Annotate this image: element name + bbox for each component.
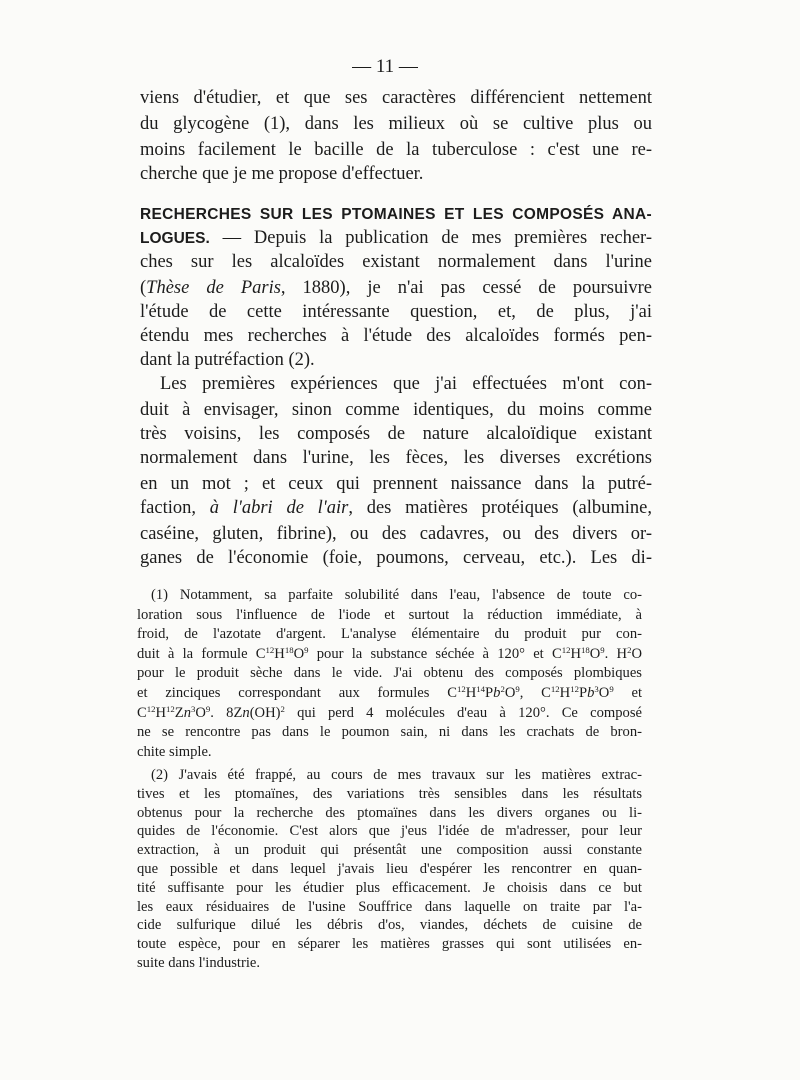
text-run: 9 — [600, 644, 605, 655]
text-run: tives et les ptomaïnes, des variations très sensibles dans les résultats — [137, 785, 642, 802]
footnote-line — [137, 879, 642, 897]
body-line — [140, 522, 652, 546]
text-run: 2 — [500, 684, 505, 695]
text-run: obtenus pour la recherche des ptomaïnes dans les divers organes ou li- — [137, 804, 642, 821]
text-run: b — [493, 685, 501, 701]
page-number: — 11 — — [352, 56, 418, 77]
text-run: b — [587, 685, 595, 701]
text-run: 9 — [515, 684, 520, 695]
text-run: 3 — [191, 703, 196, 714]
text-run: 12 — [265, 644, 275, 655]
text-run: cherche que je me propose d'effectuer. — [140, 164, 424, 184]
text-run: qui perd 4 molécules d'eau à 120°. Ce composé — [284, 704, 643, 721]
text-run: toute espèce, pour en séparer les matières grasses qui sont utilisées en- — [137, 936, 642, 953]
text-run: n — [183, 704, 191, 721]
text-run: viens d'étudier, et que ses caractères différencient nettement — [140, 88, 652, 108]
text-run: et — [613, 685, 643, 701]
text-run: suite dans l'industrie. — [137, 955, 261, 971]
text-run: duit à la formule C — [137, 645, 266, 662]
text-run: (OH) — [249, 704, 281, 721]
footnote-line — [137, 766, 642, 784]
text-run: normalement dans l'urine, les fèces, les diverses excrétions — [140, 448, 652, 468]
text-run: H — [465, 685, 477, 701]
text-run: que possible et dans lequel j'avais lieu d'espérer les rencontrer en quan- — [137, 861, 642, 877]
footnote-line — [137, 935, 642, 953]
footnote-line — [137, 743, 642, 761]
footnote-line — [137, 841, 642, 859]
text-run: , des matières protéiques (albumine, — [348, 498, 652, 518]
text-run: du glycogène (1), dans les milieux où se cultive plus ou — [140, 114, 652, 134]
text-run: 12 — [166, 703, 175, 714]
text-run: O — [598, 685, 610, 701]
text-run: froid, de l'azotate d'argent. L'analyse élémentaire du produit pur con- — [137, 626, 642, 643]
text-run: tité suffisante pour les étudier plus efficacement. Je choisis dans ce but — [137, 879, 642, 896]
footnote-line — [137, 898, 642, 916]
body-line — [140, 86, 652, 110]
footnote-line — [137, 723, 642, 741]
text-run: 9 — [205, 703, 211, 714]
text-run: . 8Z — [210, 704, 243, 721]
text-run: quides de l'économie. C'est alors que j'eus l'idée de m'adresser, pour leur — [137, 823, 642, 840]
text-run: ganes de l'économie (foie, poumons, cerveau, etc.). Les di- — [140, 548, 652, 568]
section-heading: RECHERCHES SUR LES PTOMAINES ET LES COMPOSÉS ANA- — [140, 206, 652, 223]
text-run: l'étude de cette intéressante question, et, de plus, j'ai — [140, 302, 652, 322]
body-line — [140, 324, 652, 348]
text-run: O — [293, 645, 305, 662]
text-run: (1) Notamment, sa parfaite solubilité dans l'eau, l'absence de toute co- — [151, 587, 642, 603]
text-run: à l'abri de l'air — [209, 498, 349, 518]
body-line — [140, 276, 652, 300]
text-run: dant la putréfaction (2). — [140, 350, 315, 370]
footnote-line — [137, 954, 642, 972]
text-run: 2 — [627, 644, 632, 655]
text-run: (2) J'avais été frappé, au cours de mes travaux sur les matières extrac- — [151, 767, 642, 783]
text-run: caséine, gluten, fibrine), ou des cadavres, ou des divers or- — [140, 524, 652, 544]
text-run: les eaux résiduaires de l'usine Souffrice dans laquelle on traite par l'a- — [137, 898, 642, 915]
body-line — [140, 202, 652, 227]
text-run: moins facilement le bacille de la tuberculose : c'est une re- — [140, 140, 652, 160]
text-run: 12 — [570, 684, 579, 695]
text-run: 12 — [561, 644, 571, 655]
body-line — [140, 546, 652, 570]
footnote-line — [137, 645, 642, 663]
footnote-line — [137, 804, 642, 822]
text-run: 2 — [280, 703, 285, 714]
text-run: . H — [604, 645, 628, 662]
text-run: 18 — [580, 644, 590, 655]
text-run: Les premières expériences que j'ai effectuées m'ont con- — [160, 374, 652, 394]
text-run: extraction, à un produit qui présentât une composition aussi constante — [137, 842, 642, 859]
text-run: C — [137, 704, 147, 721]
footnote-line — [137, 606, 642, 624]
text-run: en un mot ; et ceux qui prennent naissance dans la putré- — [140, 474, 652, 494]
text-run: 9 — [304, 644, 309, 655]
text-run: 12 — [146, 703, 156, 714]
body-line — [140, 138, 652, 162]
text-run: H — [559, 685, 571, 701]
text-run: Thèse de Paris — [146, 278, 281, 298]
text-run: P — [578, 685, 588, 701]
body-line — [140, 496, 652, 520]
text-run: 14 — [476, 684, 486, 695]
footnote-line — [137, 684, 642, 702]
text-run: P — [485, 685, 494, 701]
text-run: O — [195, 704, 206, 721]
text-run: loration sous l'influence de l'iode et surtout la réduction immédiate, à — [137, 606, 642, 623]
footnote-line — [137, 586, 642, 604]
text-run: Z — [174, 704, 184, 721]
footnote-line — [137, 860, 642, 878]
body-line — [140, 398, 652, 422]
body-line — [140, 300, 652, 324]
text-run: n — [242, 704, 250, 721]
text-run: duit à envisager, sinon comme identiques, du moins comme — [140, 400, 652, 420]
text-run: cide sulfurique dilué les débris d'os, viandes, déchets de cuisine de — [137, 917, 642, 934]
text-run: ches sur les alcaloïdes existant normalement dans l'urine — [140, 252, 652, 272]
text-run: O — [589, 645, 601, 662]
body-line — [140, 446, 652, 470]
text-run: très voisins, les composés de nature alcaloïdique existant — [140, 424, 652, 444]
text-run: étendu mes recherches à l'étude des alcaloïdes formés pen- — [140, 326, 652, 346]
body-line — [140, 226, 652, 251]
text-run: 18 — [284, 644, 294, 655]
text-run: pour le produit sèche dans le vide. J'ai obtenu des composés plombiques — [137, 665, 642, 682]
body-line — [140, 372, 652, 396]
footnote-line — [137, 785, 642, 803]
body-line — [140, 250, 652, 274]
text-run: 12 — [550, 684, 560, 695]
footnote-line — [137, 625, 642, 643]
footnote-line — [137, 916, 642, 934]
text-run: ( — [140, 278, 147, 298]
text-run: chite simple. — [137, 743, 212, 760]
body-line — [140, 162, 652, 186]
text-run: pour la substance séchée à 120° et C — [308, 645, 562, 662]
text-run: , C — [519, 685, 551, 701]
body-line — [140, 472, 652, 496]
text-run: 12 — [456, 684, 466, 695]
text-run: H — [570, 645, 581, 662]
text-run: H — [274, 645, 285, 662]
text-run: O — [504, 685, 516, 701]
footnote-line — [137, 664, 642, 682]
text-run: LOGUES. — [140, 230, 210, 247]
text-run: , 1880), je n'ai pas cessé de poursuivre — [280, 278, 652, 298]
text-run: et zinciques correspondant aux formules C — [137, 685, 457, 701]
text-run: faction, — [140, 498, 210, 518]
footnote-line — [137, 704, 642, 722]
body-line — [140, 348, 652, 372]
footnote-line — [137, 822, 642, 840]
body-line — [140, 422, 652, 446]
text-run: — Depuis la publication de mes premières recher- — [209, 228, 652, 248]
body-line — [140, 112, 652, 136]
text-run: 3 — [594, 684, 599, 695]
text-run: 9 — [609, 684, 614, 695]
text-run: O — [631, 645, 642, 662]
text-run: ne se rencontre pas dans le poumon sain, ni dans les crachats de bron- — [137, 724, 642, 741]
text-run: H — [155, 704, 167, 721]
